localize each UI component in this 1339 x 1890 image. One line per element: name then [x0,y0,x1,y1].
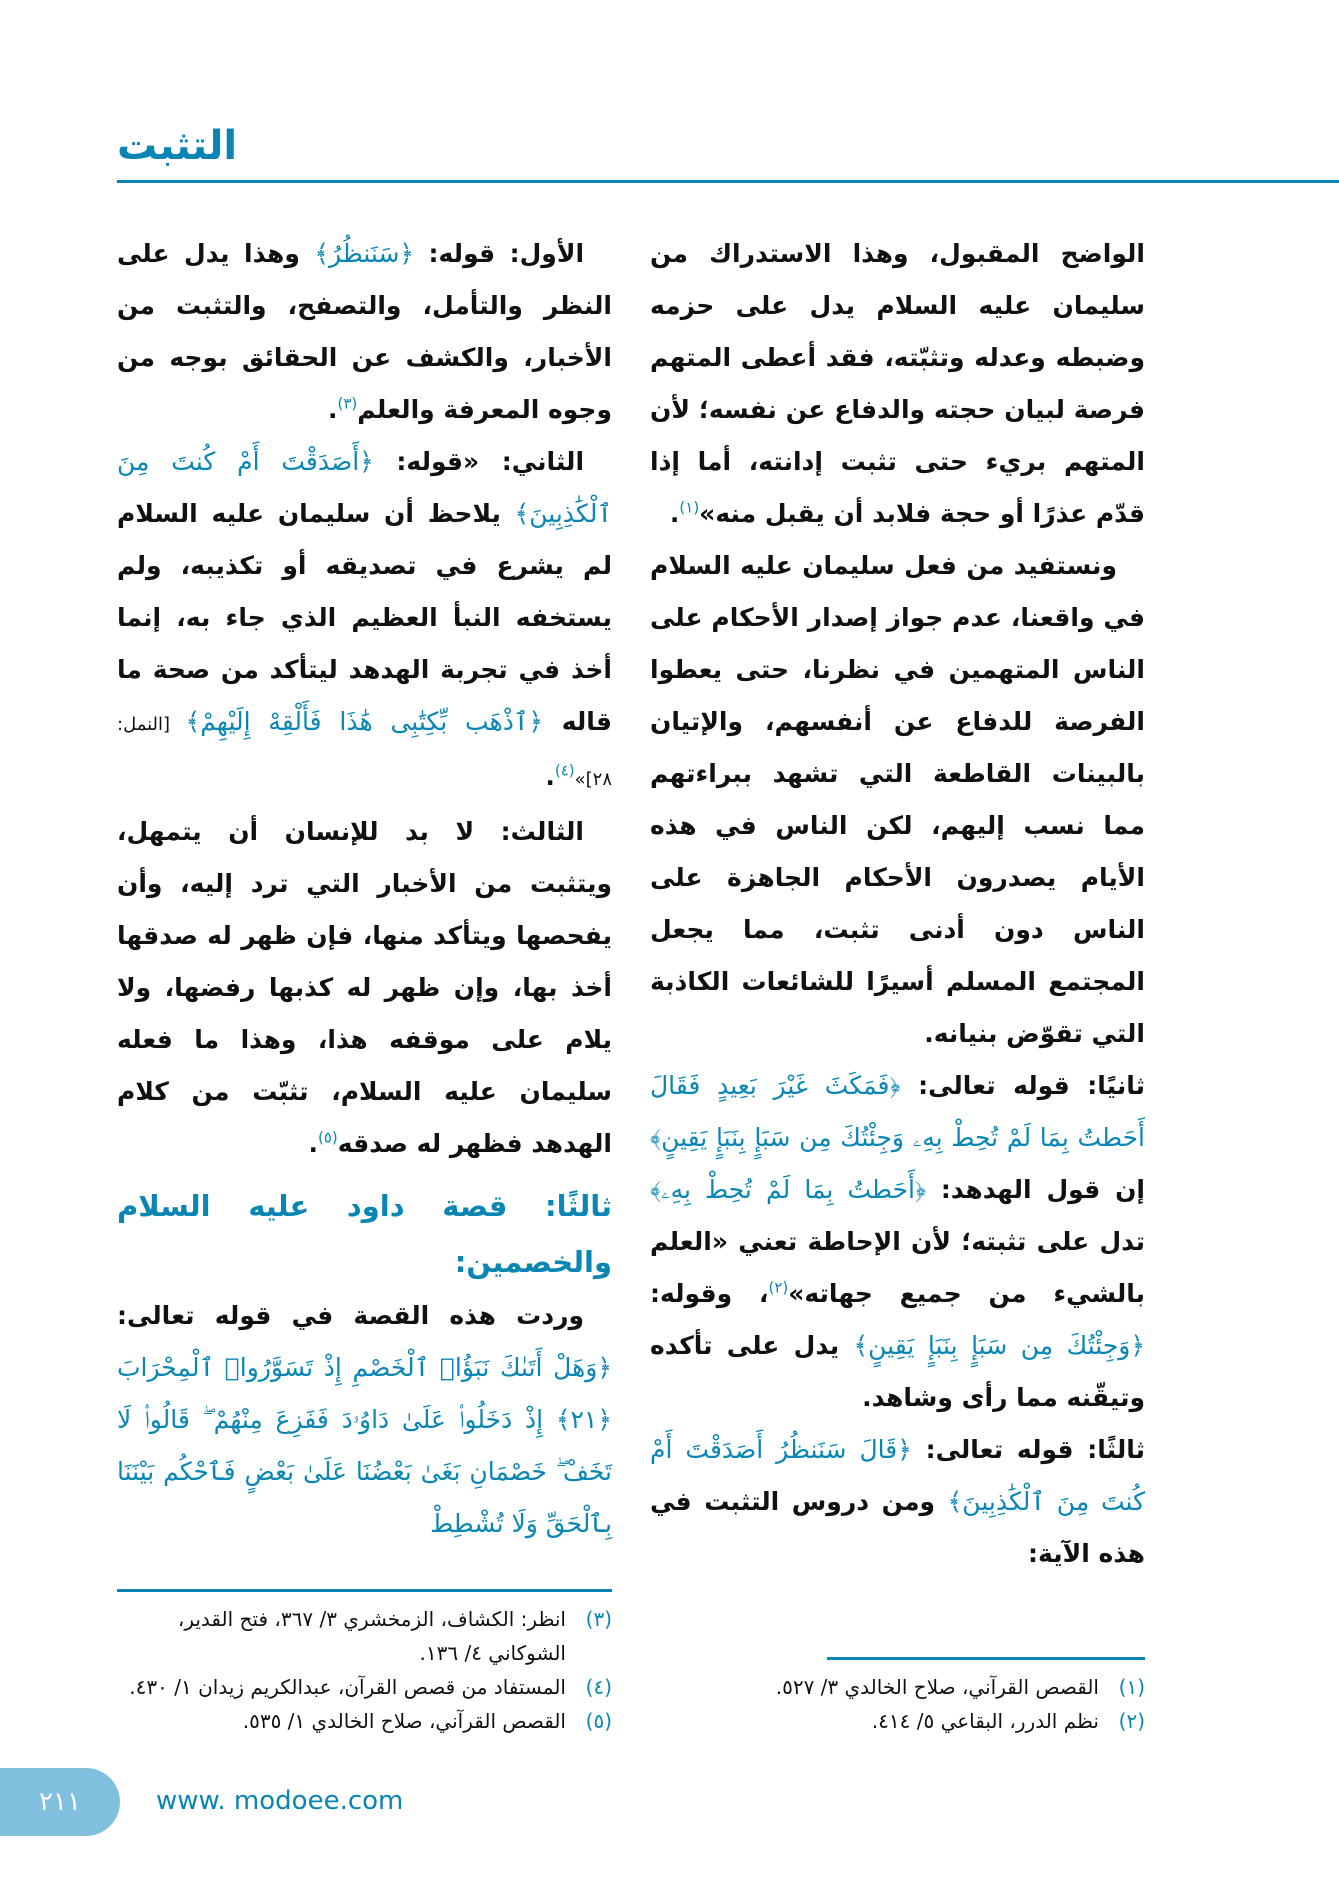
paragraph [117,806,612,1170]
quran-verse: ﴿قَالَ سَنَنظُرُ أَصَدَقْتَ أَمْ كُنتَ مِنَ ٱلْكَٰذِبِينَ﴾ [650,1435,1145,1516]
quran-verse: ﴿ٱذْهَب بِّكِتَٰبِى هَٰذَا فَأَلْقِهْ إِلَيْهِمْ﴾ [185,707,544,736]
body-text: ومن دروس التثبت في هذه الآية: [650,1487,1145,1568]
footnotes-left [117,1571,612,1738]
footnote-number: (٢) [1118,1709,1145,1733]
body-text: إن قول الهدهد: [926,1175,1145,1204]
footnote-divider [117,1589,612,1592]
body-text: قوله: [414,239,510,268]
paragraph [117,1290,612,1550]
footnote-ref[interactable]: (٥) [317,1128,338,1147]
paragraph [650,1060,1145,1424]
point-label: ثانيًا: [1087,1071,1145,1100]
body-text: الواضح المقبول، وهذا الاستدراك من سليمان عليه السلام يدل على حزمه وضبطه وعدله وتثبّته، فقد أعطى المتهم فرصة لبيان حجته والدفاع عن نفسه؛ لأن المتهم بريء حتى تثبت إدانته، أما إذا قدّم عذرًا أو حجة فلابد أن يقبل منه» [650,239,1145,528]
website-link[interactable]: www. modoee.com [156,1786,404,1816]
footnote-number: (٥) [585,1709,612,1733]
quran-verse: ﴿وَهَلْ أَتَىٰكَ نَبَؤُا۟ ٱلْخَصْمِ إِذْ تَسَوَّرُوا۟ ٱلْمِحْرَابَ ﴿٢١﴾ إِذْ دَخَلُوا۟ عَلَىٰ دَاوُۥدَ فَفَزِعَ مِنْهُمْ ۖ قَالُوا۟ لَا تَخَفْ ۖ خَصْمَانِ بَغَىٰ بَعْضُنَا عَلَىٰ بَعْضٍ فَٱحْكُم بَيْنَنَا بِٱلْحَقِّ وَلَا تُشْطِطْ [117,1353,612,1538]
footnotes-right [650,1639,1145,1738]
point-label: الأول: [509,239,585,268]
quran-verse: ﴿أَصَدَقْتَ أَمْ كُنتَ مِنَ ٱلْكَٰذِبِينَ﴾ [117,447,612,528]
left-column [117,228,612,1738]
footnote-number: (٤) [585,1675,612,1699]
footnote-ref[interactable]: (٢) [768,1278,789,1297]
point-label: الثاني: [501,447,585,476]
right-column-text [650,228,1145,1580]
footnote-text: القصص القرآني، صلاح الخالدي ١/ ٥٣٥. [242,1709,566,1733]
footnote-divider [827,1657,1145,1660]
section-heading: ثالثًا: قصة داود عليه السلام والخصمين: [117,1189,612,1279]
body-text: قوله تعالى: [911,1435,1088,1464]
body-text: . [327,395,338,424]
surah-citation: [النمل: ٢٨]» [117,714,612,790]
body-text: وهذا يدل على النظر والتأمل، والتصفح، والتثبت من الأخبار، والكشف عن الحقائق بوجه من وجوه المعرفة والعلم [117,239,612,424]
footnote-text: القصص القرآني، صلاح الخالدي ٣/ ٥٢٧. [775,1675,1099,1699]
body-text: . [669,499,680,528]
footnote [117,1670,612,1704]
footnote-text: انظر: الكشاف، الزمخشري ٣/ ٣٦٧، فتح القدير، الشوكاني ٤/ ١٣٦. [177,1607,566,1665]
footnote-text: نظم الدرر، البقاعي ٥/ ٤١٤. [871,1709,1099,1733]
footnote-list [117,1602,612,1738]
body-text: تدل على تثبته؛ لأن الإحاطة تعني «العلم بالشيء من جميع جهاته» [650,1227,1145,1308]
footnote [650,1704,1145,1738]
footnote-list [650,1670,1145,1738]
body-text: قوله تعالى: [900,1071,1088,1100]
body-text: يلاحظ أن سليمان عليه السلام لم يشرع في تصديقه أو تكذيبه، ولم يستخفه النبأ العظيم الذي جاء به، إنما أخذ في تجربة الهدهد ليتأكد من صحة ما قاله [117,499,613,736]
footnote-number: (٣) [585,1607,612,1631]
footnote [117,1602,612,1670]
body-text: ، وقوله: [650,1279,769,1308]
columns [117,228,1145,1738]
paragraph [650,1424,1145,1580]
body-text: وردت هذه القصة في قوله تعالى: [117,1301,584,1330]
paragraph [650,228,1145,540]
page-number: ٢١١ [0,1768,120,1836]
body-text: . [545,762,555,791]
body-text: . [308,1129,318,1158]
body-text: لا بد للإنسان أن يتمهل، ويتثبت من الأخبار التي ترد إليه، وأن يفحصها ويتأكد منها، فإن ظهر له صدقها أخذ بها، وإن ظهر له كذبها رفضها، ولا يلام على موقفه هذا، وهذا ما فعله سليمان عليه السلام، تثبّت من كلام الهدهد فظهر له صدقه [117,817,612,1158]
footnote-text: المستفاد من قصص القرآن، عبدالكريم زيدان ١/ ٤٣٠. [129,1675,566,1699]
paragraph [650,540,1145,1060]
point-label: الثالث: [500,817,584,846]
page-footer [0,1758,1339,1868]
quran-verse: ﴿وَجِئْتُكَ مِن سَبَإٍ بِنَبَإٍ يَقِينٍ﴾ [853,1331,1146,1360]
footnote-ref[interactable]: (٣) [337,394,358,413]
page-title: التثبت [117,123,238,169]
right-column [650,228,1145,1738]
footnote [650,1670,1145,1704]
body-text: ونستفيد من فعل سليمان عليه السلام في واقعنا، عدم جواز إصدار الأحكام على الناس المتهمين في نظرنا، حتى يعطوا الفرصة للدفاع عن أنفسهم، والإتيان بالبينات القاطعة التي تشهد ببراءتهم مما نسب إليهم، لكن الناس في هذه الأيام يصدرون الأحكام الجاهزة على الناس دون أدنى تثبت، مما يجعل المجتمع المسلم أسيرًا للشائعات الكاذبة التي تقوّض بنيانه. [650,551,1145,1048]
header-divider [117,180,1339,183]
point-label: ثالثًا: [1087,1435,1145,1464]
footnote [117,1704,612,1738]
body-text: يدل على تأكده وتيقّنه مما رأى وشاهد. [650,1331,1145,1412]
left-column-text [117,228,612,1550]
body-text: «قوله: [373,447,502,476]
paragraph [117,436,612,806]
quran-verse: ﴿فَمَكَثَ غَيْرَ بَعِيدٍ فَقَالَ أَحَطتُ بِمَا لَمْ تُحِطْ بِهِۦ وَجِئْتُكَ مِن سَبَإٍ بِنَبَإٍ يَقِينٍ﴾ [650,1071,1145,1152]
footnote-ref[interactable]: (٤) [554,761,575,780]
footnote-ref[interactable]: (١) [679,498,700,517]
quran-verse: ﴿سَنَنظُرُ﴾ [314,239,415,268]
paragraph [117,228,612,436]
quran-verse: ﴿أَحَطتُ بِمَا لَمْ تُحِطْ بِهِۦ﴾ [650,1175,927,1204]
page-header [0,0,1339,200]
footnote-number: (١) [1118,1675,1145,1699]
